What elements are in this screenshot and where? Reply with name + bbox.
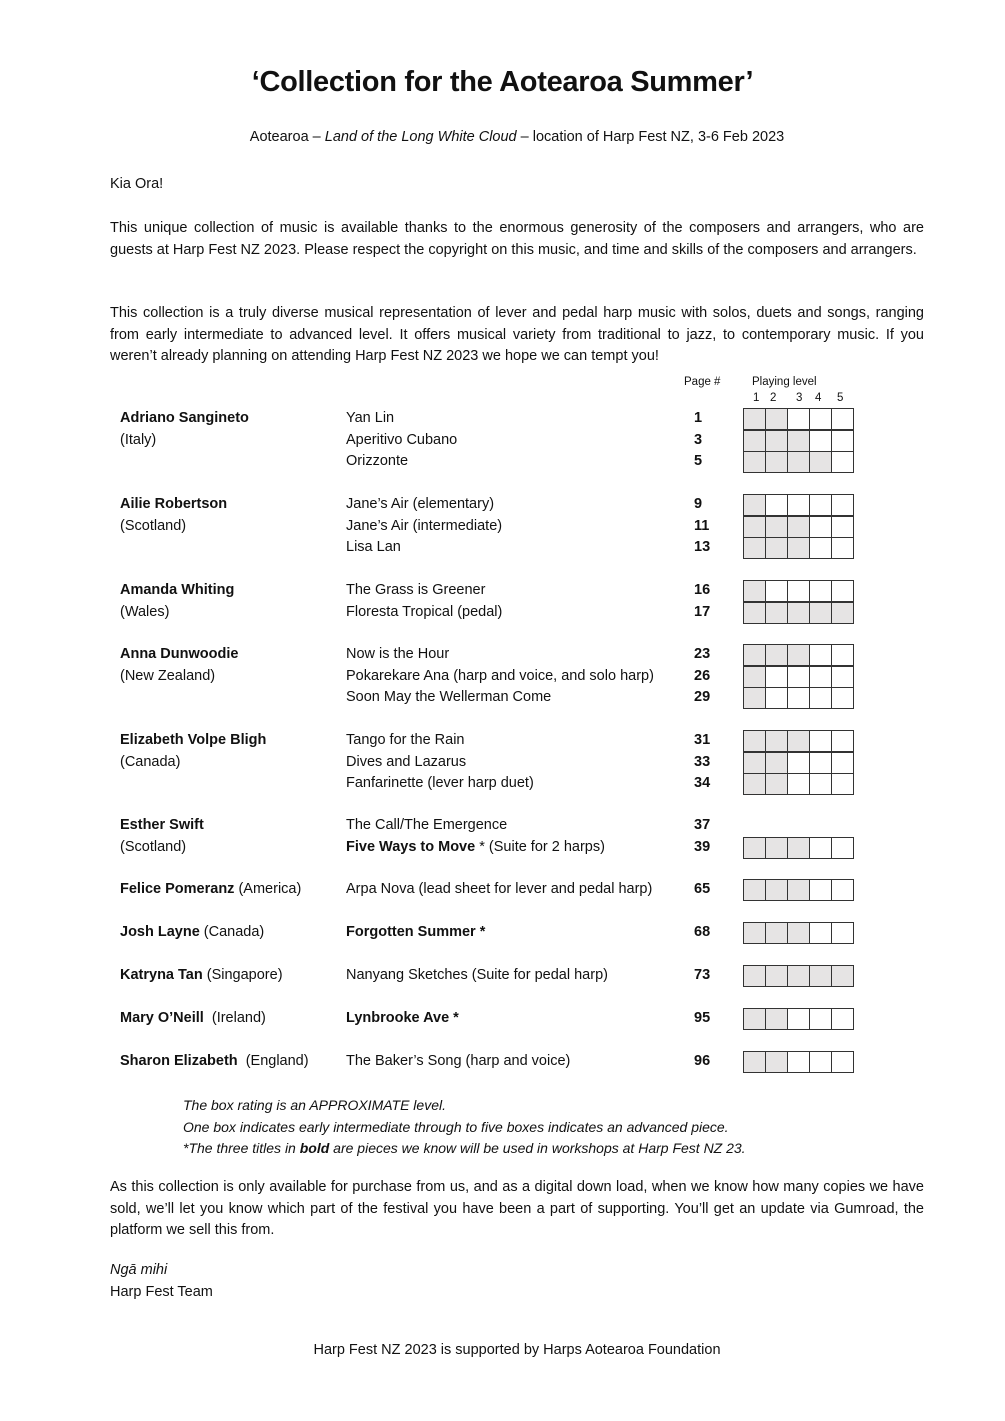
- level-box-filled: [765, 1008, 788, 1030]
- piece-title: Aperitivo Cubano: [346, 431, 458, 448]
- playing-level-boxes: [744, 516, 854, 538]
- piece-title: Soon May the Wellerman Come: [346, 689, 552, 705]
- table-row: [0, 967, 1005, 989]
- piece-title: Jane’s Air (elementary): [346, 496, 495, 512]
- page-number-header: Page #: [684, 376, 721, 388]
- page-number: 13: [694, 539, 711, 555]
- piece-title: Lisa Lan: [346, 539, 401, 555]
- level-box-empty: [831, 580, 854, 602]
- piece-title: Tango for the Rain: [346, 732, 465, 748]
- level-box-filled: [743, 516, 766, 538]
- composer-name: Josh Layne: [120, 924, 200, 940]
- piece-title: The Call/The Emergence: [346, 817, 508, 833]
- table-row: [0, 410, 1005, 432]
- piece-title: Now is the Hour: [346, 646, 450, 662]
- piece-title: Pokarekare Ana (harp and voice, and solo harp): [346, 667, 654, 684]
- playing-level-boxes: [744, 879, 854, 901]
- level-box-empty: [809, 687, 832, 709]
- playing-level-boxes: [744, 666, 854, 688]
- level-box-empty: [809, 408, 832, 430]
- page-number: 31: [694, 732, 711, 748]
- page-number: 3: [694, 431, 703, 448]
- piece-title: Five Ways to Move * (Suite for 2 harps): [346, 838, 605, 855]
- page-number: 96: [694, 1053, 711, 1069]
- level-box-empty: [809, 773, 832, 795]
- table-row: [0, 839, 1005, 861]
- level-box-filled: [743, 602, 766, 624]
- playing-level-boxes: [744, 430, 854, 452]
- subtitle: [0, 129, 1005, 145]
- playing-level-boxes: [744, 408, 854, 430]
- level-box-empty: [765, 580, 788, 602]
- composer-cell: [120, 839, 186, 855]
- playing-level-boxes: [744, 837, 854, 859]
- level-box-empty: [831, 430, 854, 452]
- subtitle-after: – location of Harp Fest NZ, 3-6 Feb 2023: [516, 129, 785, 145]
- level-box-filled: [787, 516, 810, 538]
- level-box-filled: [743, 1008, 766, 1030]
- level-box-filled: [787, 430, 810, 452]
- table-row: [0, 775, 1005, 797]
- playing-level-boxes: [744, 1051, 854, 1073]
- table-row: [0, 1053, 1005, 1075]
- level-box-empty: [809, 537, 832, 559]
- collection-paragraph: This collection is a truly diverse musical representation of lever and pedal harp music with solos, duets and songs, ranging from early intermediate to advanced level. It offers musical variety from traditional to jazz, to contemporary music. If you weren’t already planning on attending Harp Fest NZ 2023 we hope we can tempt you!: [110, 305, 924, 364]
- playing-level-boxes: [744, 773, 854, 795]
- signoff-team: Harp Fest Team: [110, 1283, 213, 1300]
- composer-name: Amanda Whiting: [120, 582, 235, 598]
- level-box-empty: [809, 644, 832, 666]
- playing-level-boxes: [744, 494, 854, 516]
- subtitle-before: Aotearoa –: [249, 129, 325, 145]
- playing-level-boxes: [744, 730, 854, 752]
- level-box-empty: [831, 666, 854, 688]
- table-row: [0, 582, 1005, 604]
- level-box-empty: [809, 922, 832, 944]
- level-box-filled: [787, 537, 810, 559]
- level-box-empty: [787, 752, 810, 774]
- playing-level-header: Playing level: [752, 376, 817, 388]
- table-row: [0, 754, 1005, 776]
- composer-name: (Scotland): [120, 517, 187, 534]
- composer-name: Mary O’Neill: [120, 1010, 204, 1026]
- composer-cell: [120, 432, 156, 448]
- level-box-filled: [765, 837, 788, 859]
- level-box-empty: [787, 1008, 810, 1030]
- composer-name: Sharon Elizabeth: [120, 1053, 238, 1069]
- piece-title: Dives and Lazarus: [346, 753, 467, 770]
- page-number: 68: [694, 924, 711, 940]
- table-row: [0, 732, 1005, 754]
- playing-level-boxes: [744, 687, 854, 709]
- table-row: [0, 689, 1005, 711]
- level-box-empty: [831, 537, 854, 559]
- piece-title: The Grass is Greener: [346, 582, 486, 598]
- level-box-empty: [809, 1008, 832, 1030]
- playing-level-boxes: [744, 644, 854, 666]
- table-row: [0, 881, 1005, 903]
- level-box-filled: [765, 602, 788, 624]
- composer-name: Esther Swift: [120, 817, 204, 833]
- page-number: 9: [694, 496, 703, 512]
- table-row: [0, 453, 1005, 475]
- level-box-filled: [765, 451, 788, 473]
- playing-level-boxes: [744, 922, 854, 944]
- level-box-filled: [787, 602, 810, 624]
- level-box-empty: [765, 687, 788, 709]
- level-box-filled: [809, 965, 832, 987]
- level-box-filled: [765, 644, 788, 666]
- footer: Harp Fest NZ 2023 is supported by Harps Aotearoa Foundation: [313, 1342, 721, 1358]
- composer-cell: [120, 924, 264, 940]
- composer-cell: [120, 881, 301, 897]
- composer-country: (England): [237, 1053, 309, 1069]
- composer-cell: [120, 646, 238, 662]
- level-box-filled: [743, 837, 766, 859]
- composer-name: Ailie Robertson: [120, 496, 228, 512]
- level-box-empty: [787, 580, 810, 602]
- level-box-filled: [765, 516, 788, 538]
- level-box-filled: [743, 687, 766, 709]
- level-box-filled: [743, 580, 766, 602]
- page-number: 95: [694, 1010, 711, 1026]
- playing-level-boxes: [744, 537, 854, 559]
- signoff-greeting: Ngā mihi: [110, 1262, 168, 1278]
- level-box-filled: [765, 922, 788, 944]
- signoff: [110, 1260, 213, 1303]
- level-number: 3: [796, 392, 803, 404]
- level-box-empty: [787, 687, 810, 709]
- table-row: [0, 646, 1005, 668]
- playing-level-numbers: [744, 392, 856, 406]
- level-box-filled: [743, 752, 766, 774]
- level-box-filled: [743, 773, 766, 795]
- composer-name: Anna Dunwoodie: [120, 646, 239, 662]
- playing-level-boxes: [744, 580, 854, 602]
- level-box-filled: [743, 408, 766, 430]
- level-box-empty: [809, 752, 832, 774]
- composer-cell: [120, 1010, 266, 1026]
- level-box-empty: [831, 879, 854, 901]
- page-number: 16: [694, 582, 711, 598]
- level-box-empty: [831, 451, 854, 473]
- composer-cell: [120, 817, 204, 833]
- level-box-filled: [743, 644, 766, 666]
- playing-level-boxes: [744, 752, 854, 774]
- composer-country: (Ireland): [203, 1010, 266, 1026]
- table-row: [0, 817, 1005, 839]
- note-line: One box indicates early intermediate through to five boxes indicates an advanced piece.: [183, 1118, 729, 1135]
- composer-cell: [120, 668, 215, 684]
- level-box-filled: [765, 730, 788, 752]
- level-box-filled: [743, 451, 766, 473]
- level-box-empty: [787, 1051, 810, 1073]
- level-box-filled: [743, 537, 766, 559]
- level-box-empty: [809, 1051, 832, 1073]
- level-box-empty: [765, 666, 788, 688]
- playing-level-boxes: [744, 1008, 854, 1030]
- level-box-filled: [765, 879, 788, 901]
- piece-title: Orizzonte: [346, 453, 409, 469]
- piece-title: Forgotten Summer *: [346, 924, 486, 940]
- composer-name: (New Zealand): [120, 667, 216, 684]
- composer-cell: [120, 604, 169, 620]
- composer-cell: [120, 967, 283, 983]
- playing-level-boxes: [744, 451, 854, 473]
- level-box-empty: [831, 494, 854, 516]
- level-box-filled: [809, 451, 832, 473]
- level-box-filled: [743, 1051, 766, 1073]
- level-box-empty: [787, 494, 810, 516]
- composer-cell: [120, 410, 249, 426]
- level-box-empty: [765, 494, 788, 516]
- piece-title: Floresta Tropical (pedal): [346, 603, 503, 620]
- table-row: [0, 668, 1005, 690]
- composer-name: (Italy): [120, 431, 157, 448]
- level-box-filled: [787, 730, 810, 752]
- level-box-empty: [809, 516, 832, 538]
- level-box-empty: [831, 752, 854, 774]
- table-row: [0, 432, 1005, 454]
- table-row: [0, 1010, 1005, 1032]
- level-box-filled: [787, 879, 810, 901]
- level-box-empty: [831, 922, 854, 944]
- level-number: 1: [753, 392, 760, 404]
- page-number: 39: [694, 838, 711, 855]
- piece-title: Lynbrooke Ave *: [346, 1010, 459, 1026]
- page-number: 34: [694, 775, 711, 791]
- page-number: 5: [694, 453, 703, 469]
- table-row: [0, 604, 1005, 626]
- purchase-paragraph: As this collection is only available for purchase from us, and as a digital down load, when we know how many copies we have sold, we’ll let you know which part of the festival you have been a part of supporting. You’ll get an update via Gumroad, the platform we sell this from.: [110, 1179, 924, 1238]
- page-number: 1: [694, 410, 703, 426]
- composer-name: Felice Pomeranz: [120, 881, 235, 897]
- piece-title: The Baker’s Song (harp and voice): [346, 1053, 571, 1069]
- composer-name: (Scotland): [120, 838, 187, 855]
- piece-title: Jane’s Air (intermediate): [346, 517, 503, 534]
- composer-cell: [120, 518, 186, 534]
- level-box-empty: [831, 516, 854, 538]
- piece-title: Fanfarinette (lever harp duet): [346, 775, 534, 791]
- level-box-filled: [831, 602, 854, 624]
- level-box-empty: [809, 666, 832, 688]
- level-box-filled: [743, 879, 766, 901]
- composer-country: (America): [234, 881, 302, 897]
- level-box-filled: [787, 837, 810, 859]
- level-box-filled: [743, 965, 766, 987]
- composer-name: Elizabeth Volpe Bligh: [120, 732, 267, 748]
- level-box-filled: [831, 965, 854, 987]
- table-row: [0, 924, 1005, 946]
- playing-level-boxes: [744, 965, 854, 987]
- composer-cell: [120, 754, 180, 770]
- page-number: 33: [694, 753, 711, 770]
- level-box-filled: [787, 451, 810, 473]
- level-box-filled: [787, 644, 810, 666]
- playing-level-boxes: [744, 602, 854, 624]
- level-box-filled: [743, 666, 766, 688]
- composer-cell: [120, 582, 234, 598]
- level-box-filled: [765, 408, 788, 430]
- composer-cell: [120, 1053, 309, 1069]
- page-number: 29: [694, 689, 711, 705]
- level-box-empty: [787, 773, 810, 795]
- subtitle-italic: Land of the Long White Cloud: [324, 129, 517, 145]
- level-box-empty: [809, 730, 832, 752]
- note-line: *The three titles in bold are pieces we know will be used in workshops at Harp Fest NZ 23.: [183, 1140, 746, 1156]
- composer-cell: [120, 496, 227, 512]
- page-number: 11: [694, 517, 710, 534]
- composer-name: (Canada): [120, 753, 181, 770]
- table-row: [0, 496, 1005, 518]
- level-box-empty: [809, 430, 832, 452]
- piece-title: Yan Lin: [346, 410, 395, 426]
- composer-name: (Wales): [120, 603, 170, 620]
- level-box-empty: [831, 408, 854, 430]
- table-row: [0, 518, 1005, 540]
- level-box-empty: [809, 580, 832, 602]
- level-box-empty: [809, 837, 832, 859]
- level-box-filled: [809, 602, 832, 624]
- level-box-empty: [831, 1008, 854, 1030]
- level-box-filled: [765, 1051, 788, 1073]
- level-box-filled: [743, 730, 766, 752]
- level-box-filled: [765, 752, 788, 774]
- level-box-filled: [765, 773, 788, 795]
- page-number: 73: [694, 967, 711, 983]
- composer-country: (Canada): [199, 924, 265, 940]
- level-box-filled: [765, 965, 788, 987]
- level-box-empty: [831, 730, 854, 752]
- rating-notes: [183, 1095, 746, 1160]
- level-box-filled: [765, 430, 788, 452]
- level-box-empty: [787, 408, 810, 430]
- level-box-filled: [743, 922, 766, 944]
- piece-title: Arpa Nova (lead sheet for lever and pedal harp): [346, 881, 653, 897]
- composer-name: Adriano Sangineto: [120, 410, 249, 426]
- level-box-filled: [765, 537, 788, 559]
- intro-paragraph: This unique collection of music is available thanks to the enormous generosity of the composers and arrangers, who are guests at Harp Fest NZ 2023. Please respect the copyright on this music, and time and skills of the composers and arrangers.: [110, 220, 924, 258]
- level-box-empty: [809, 879, 832, 901]
- greeting: Kia Ora!: [110, 176, 164, 192]
- level-number: 5: [837, 392, 844, 404]
- level-box-empty: [831, 687, 854, 709]
- level-number: 4: [815, 392, 822, 404]
- level-box-empty: [831, 773, 854, 795]
- level-box-filled: [743, 430, 766, 452]
- level-box-filled: [787, 965, 810, 987]
- level-box-empty: [831, 644, 854, 666]
- level-box-filled: [743, 494, 766, 516]
- composer-name: Katryna Tan: [120, 967, 203, 983]
- level-box-empty: [831, 837, 854, 859]
- document-title: ‘Collection for the Aotearoa Summer’: [251, 66, 754, 98]
- piece-title: Nanyang Sketches (Suite for pedal harp): [346, 967, 608, 983]
- composer-cell: [120, 732, 266, 748]
- page-number: 17: [694, 603, 711, 620]
- page-number: 65: [694, 881, 711, 897]
- page-number: 26: [694, 667, 711, 684]
- page-number: 23: [694, 646, 711, 662]
- note-line: The box rating is an APPROXIMATE level.: [183, 1097, 446, 1113]
- level-box-empty: [787, 666, 810, 688]
- composer-country: (Singapore): [202, 967, 283, 983]
- table-row: [0, 539, 1005, 561]
- level-box-empty: [809, 494, 832, 516]
- level-box-filled: [787, 922, 810, 944]
- page-number: 37: [694, 817, 711, 833]
- level-number: 2: [770, 392, 777, 404]
- level-box-empty: [831, 1051, 854, 1073]
